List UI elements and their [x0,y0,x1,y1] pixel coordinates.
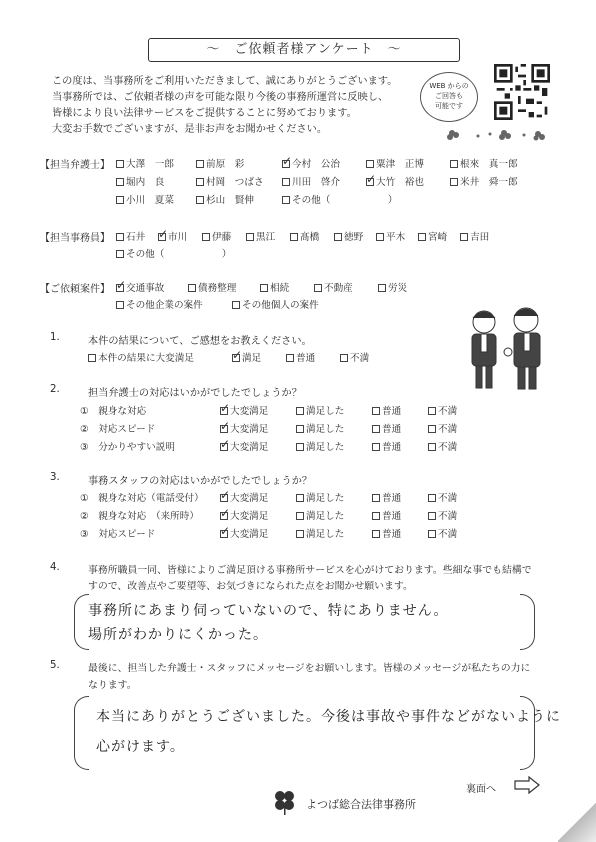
staff-option[interactable]: 石井 [116,229,145,243]
checkbox[interactable] [340,354,348,362]
checkbox[interactable] [296,407,304,415]
q5-answer-line[interactable]: 本当にありがとうございました。今後は事故や事件などがないように [96,709,561,725]
staff-option[interactable]: ✓ 市川 [158,229,187,243]
checkbox-checked[interactable] [158,233,166,241]
q4-answer-line[interactable]: 場所がわかりにくかった。 [88,627,268,643]
staff-option[interactable]: 宮崎 [418,229,447,243]
arrow-right-icon[interactable] [514,776,540,794]
checkbox[interactable] [296,443,304,451]
back-page-label[interactable]: 裏面へ [466,784,496,795]
lawyer-option[interactable]: 村岡 つばさ [196,174,264,188]
q3-choice[interactable]: 普通 [372,508,401,522]
checkbox-checked[interactable] [282,160,290,168]
checkbox[interactable] [290,233,298,241]
intro-line: 大変お手数でございますが、是非お声をお聞かせください。 [52,124,328,135]
checkbox[interactable] [286,354,294,362]
checkbox[interactable] [196,178,204,186]
q2-row-label: ① 親身な対応 [80,406,147,417]
case-option[interactable]: ✓ 交通事故 [116,280,164,294]
answer-bracket-right [520,594,535,650]
question-text: 事務所職員一同、皆様によりご満足頂ける事務所サービスを心がけております。些細な事でも結構で [88,565,532,576]
checkbox[interactable] [116,196,124,204]
checkbox[interactable] [372,425,380,433]
staff-option[interactable]: 平木 [376,229,405,243]
q2-choice[interactable]: 普通 [372,421,401,435]
checkbox[interactable] [372,494,380,502]
lawyer-option[interactable]: 根來 真一郎 [450,156,518,170]
checkbox-checked[interactable] [220,407,228,415]
q2-choice[interactable]: ✓ 大変満足 [220,439,268,453]
intro-line: この度は、当事務所をご利用いただきまして、誠にありがとうございます。 [52,76,398,87]
case-option[interactable]: 相続 [260,280,289,294]
checkbox[interactable] [282,196,290,204]
checkbox[interactable] [296,425,304,433]
checkbox[interactable] [376,233,384,241]
q2-choice[interactable]: ✓ 大変満足 [220,403,268,417]
firm-name: よつば総合法律事務所 [306,798,416,811]
q2-choice[interactable]: 不満 [428,403,457,417]
q2-choice[interactable]: 不満 [428,439,457,453]
survey-title: 〜 ご依頼者様アンケート 〜 [148,38,460,62]
staff-option[interactable]: 吉田 [460,229,489,243]
lawyer-characters-icon [462,300,558,396]
q2-choice[interactable]: 満足した [296,421,344,435]
q4-answer-line[interactable]: 事務所にあまり伺っていないので、特にありません。 [88,603,449,619]
checkbox[interactable] [196,196,204,204]
checkbox[interactable] [428,512,436,520]
intro-line: 皆様により良い法律サービスをご提供することに努めております。 [52,108,357,119]
bubble-line: 可能です [435,102,463,110]
q5-answer-line[interactable]: 心がけます。 [96,739,185,755]
qr-code-icon[interactable] [494,64,550,120]
q3-choice[interactable]: 満足した [296,490,344,504]
checkbox[interactable] [428,407,436,415]
q2-choice[interactable]: 普通 [372,439,401,453]
q3-choice[interactable]: 不満 [428,490,457,504]
checkbox[interactable] [366,160,374,168]
question-text: 最後に、担当した弁護士・スタッフにメッセージをお願いします。皆様のメッセージが私たちの力に [88,663,531,674]
lawyer-option[interactable]: 前原 彩 [196,156,244,170]
q3-choice[interactable]: 普通 [372,490,401,504]
checkbox-checked[interactable] [220,443,228,451]
staff-option[interactable]: その他（ ） [116,246,232,260]
checkbox[interactable] [282,178,290,186]
q3-row-label: ① 親身な対応（電話受付） [80,493,204,504]
q1-option[interactable]: ✓ 満足 [232,350,261,364]
cases-label: 【ご依頼案件】 [40,284,110,295]
checkbox[interactable] [378,284,386,292]
web-answer-bubble [420,72,478,122]
clover-logo-icon [270,788,300,816]
q2-row-label: ② 対応スピード [80,424,156,435]
bubble-line: ご回答も [435,92,463,100]
question-text: 事務スタッフの対応はいかがでしたでしょうか？ [88,476,313,487]
checkbox[interactable] [372,407,380,415]
checkbox[interactable] [232,301,240,309]
checkbox[interactable] [428,425,436,433]
case-option[interactable]: 不動産 [314,280,353,294]
checkbox[interactable] [296,530,304,538]
lawyer-option[interactable]: 杉山 賢伸 [196,192,254,206]
checkbox-checked[interactable] [220,530,228,538]
checkbox[interactable] [428,494,436,502]
case-option[interactable]: その他個人の案件 [232,297,319,311]
lawyer-option[interactable]: 川田 啓介 [282,174,340,188]
checkbox[interactable] [372,530,380,538]
checkbox[interactable] [372,512,380,520]
question-number: 1. [50,332,60,343]
q3-choice[interactable]: 不満 [428,508,457,522]
q3-choice[interactable]: 普通 [372,526,401,540]
question-number: 4. [50,562,60,573]
staff-option[interactable]: 髙橋 [290,229,319,243]
bubble-line: WEB からの [429,82,469,90]
checkbox[interactable] [450,160,458,168]
q1-option[interactable]: 不満 [340,350,369,364]
lawyer-option[interactable]: ✓ 今村 公治 [282,156,340,170]
lawyers-label: 【担当弁護士】 [40,160,110,171]
checkbox[interactable] [296,494,304,502]
answer-bracket-left [74,696,89,770]
staff-label: 【担当事務員】 [40,233,110,244]
q3-choice[interactable]: ✓ 大変満足 [220,508,268,522]
checkbox[interactable] [334,233,342,241]
checkbox-checked[interactable] [232,354,240,362]
checkbox[interactable] [372,443,380,451]
staff-option[interactable]: 徳野 [334,229,363,243]
lawyer-option[interactable]: 大澤 一郎 [116,156,174,170]
q3-choice[interactable]: 満足した [296,508,344,522]
checkbox-checked[interactable] [366,178,374,186]
q1-option[interactable]: 本件の結果に大変満足 [88,350,194,364]
checkbox[interactable] [428,530,436,538]
question-number: 2. [50,384,60,395]
q2-choice[interactable]: 満足した [296,439,344,453]
q3-row-label: ③ 対応スピード [80,529,156,540]
page-curl [558,802,596,842]
checkbox[interactable] [202,233,210,241]
q1-option[interactable]: 普通 [286,350,315,364]
question-text: 本件の結果について、ご感想をお教えください。 [88,336,312,347]
lawyer-option[interactable]: 米井 舜一郎 [450,174,518,188]
q3-row-label: ② 親身な対応 （来所時） [80,511,199,522]
checkbox[interactable] [450,178,458,186]
q2-choice[interactable]: ✓ 大変満足 [220,421,268,435]
checkbox[interactable] [116,178,124,186]
question-number: 3. [50,472,60,483]
question-text: すので、改善点やご要望等、お気づきになられた点をお聞かせ願います。 [88,581,413,592]
checkbox[interactable] [188,284,196,292]
q3-choice[interactable]: 満足した [296,526,344,540]
case-option[interactable]: 労災 [378,280,407,294]
checkbox[interactable] [460,233,468,241]
q3-choice[interactable]: ✓ 大変満足 [220,490,268,504]
checkbox[interactable] [116,160,124,168]
lawyer-option[interactable]: 粟津 正博 [366,156,424,170]
checkbox[interactable] [260,284,268,292]
checkbox-checked[interactable] [220,512,228,520]
checkbox[interactable] [116,301,124,309]
case-option[interactable]: その他企業の案件 [116,297,203,311]
checkbox-checked[interactable] [220,425,228,433]
case-option[interactable]: 債務整理 [188,280,236,294]
checkbox[interactable] [196,160,204,168]
checkbox[interactable] [296,512,304,520]
answer-bracket-left [74,594,89,650]
checkbox[interactable] [314,284,322,292]
checkbox[interactable] [246,233,254,241]
checkbox[interactable] [116,250,124,258]
q2-choice[interactable]: 満足した [296,403,344,417]
staff-option[interactable]: 黒江 [246,229,275,243]
question-text: 担当弁護士の対応はいかがでしたでしょうか？ [88,388,302,399]
staff-option[interactable]: 伊藤 [202,229,231,243]
lawyer-option[interactable]: ✓ 大竹 裕也 [366,174,424,188]
q3-choice[interactable]: ✓ 大変満足 [220,526,268,540]
question-number: 5. [50,660,60,671]
checkbox[interactable] [428,443,436,451]
q2-row-label: ③ 分かりやすい説明 [80,442,175,453]
question-text: なります。 [88,680,137,691]
clover-decoration-icon [446,128,556,142]
intro-line: 当事務所では、ご依頼者様の声を可能な限り今後の事務所運営に反映し、 [52,92,389,103]
lawyer-option[interactable]: 堀内 良 [116,174,164,188]
lawyer-option[interactable]: 小川 夏菜 [116,192,174,206]
checkbox[interactable] [418,233,426,241]
checkbox[interactable] [116,233,124,241]
q2-choice[interactable]: 不満 [428,421,457,435]
lawyer-option[interactable]: その他（ ） [282,192,398,206]
checkbox[interactable] [88,354,96,362]
q3-choice[interactable]: 不満 [428,526,457,540]
checkbox-checked[interactable] [116,284,124,292]
checkbox-checked[interactable] [220,494,228,502]
q2-choice[interactable]: 普通 [372,403,401,417]
